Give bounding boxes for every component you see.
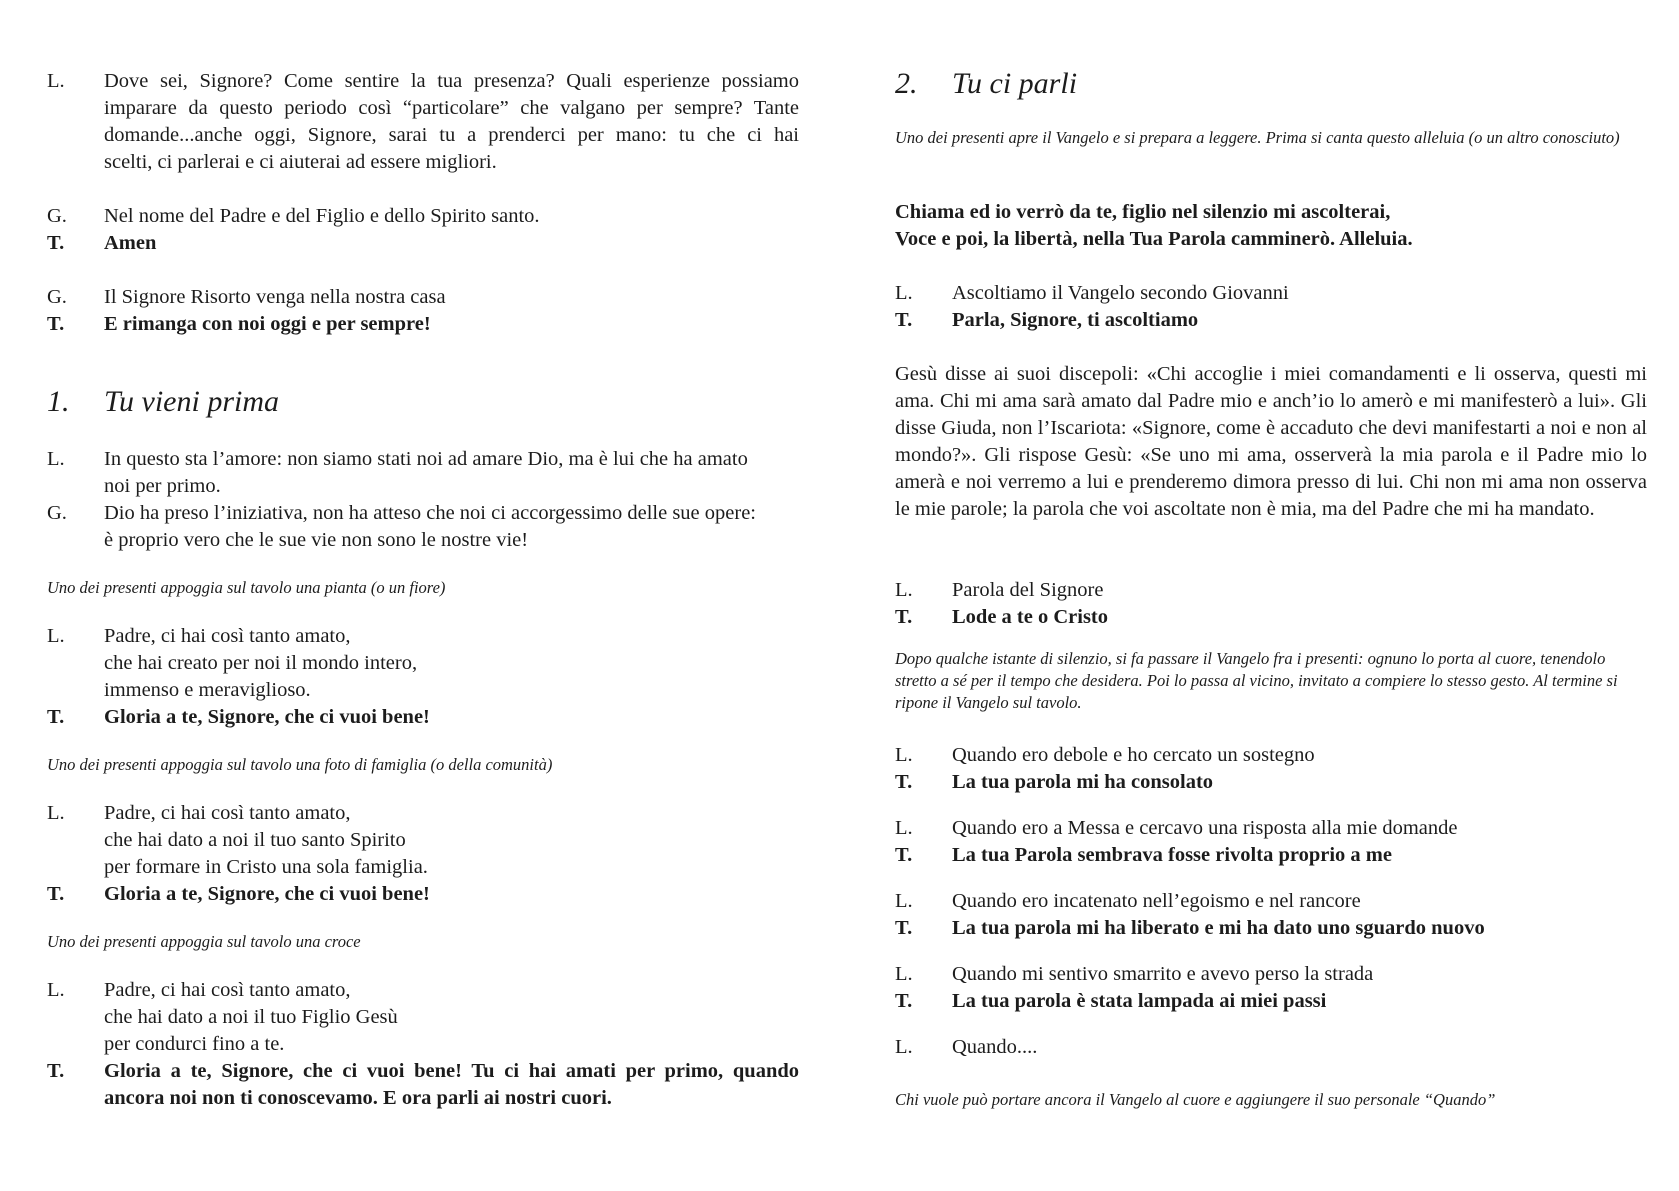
section-2-heading: 2. Tu ci parli [895,67,1078,100]
gospel-close: L. Parola del Signore [895,579,1104,601]
initiative-line-2: è proprio vero che le sue vie non sono le nostre vie! [104,529,529,551]
gospel-text: Gesù disse ai suoi discepoli: «Chi accoglie i miei comandamenti e li osserva, questi mi ama. Chi mi ama sarà amato dal Padre mio e anch’io lo amerò e mi manifesterò a lui». Gli disse Giuda, non l’Iscariota: «Signore, come è accaduto che devi manifestarti a noi e non al mondo?». Gli rispose Gesù: «Se uno mi ama, osserverà la mia parola e il Padre mio lo amerà e noi verremo a lui e prenderemo dimora presso di lui. Chi non mi ama non osserva le mie parole; la parola che voi ascoltate non è mia, ma del Padre che mi ha mandato. [895,363,1647,520]
prayer-1-line-3: immenso e meraviglioso. [104,679,311,701]
rubric-open-gospel: Uno dei presenti apre il Vangelo e si prepara a leggere. Prima si canta questo alleluia (o un altro conosciuto) [895,128,1620,147]
prayer-1-response: T. Gloria a te, Signore, che ci vuoi bene! [47,706,430,728]
litany-1-line: L. Quando ero debole e ho cercato un sostegno [895,744,1315,766]
prayer-3-line-2: che hai dato a noi il tuo Figlio Gesù [104,1006,398,1028]
litany-4-response: T. La tua parola è stata lampada ai miei passi [895,990,1327,1012]
prayer-3-line-1: L. Padre, ci hai così tanto amato, [47,979,351,1001]
rubric-photo: Uno dei presenti appoggia sul tavolo una foto di famiglia (o della comunità) [47,755,553,774]
prayer-2-line-1: L. Padre, ci hai così tanto amato, [47,802,351,824]
intro-line-3: domande...anche oggi, Signore, sarai tu a prenderci per mano: tu che ci hai [104,124,799,146]
sign-of-cross-line: G. Nel nome del Padre e del Figlio e dello Spirito santo. [47,205,540,227]
greeting-response: T. E rimanga con noi oggi e per sempre! [47,313,431,335]
intro-line-2: imparare da questo periodo così “particolare” che valgano per sempre? Tante [104,97,799,119]
prayer-1-line-2: che hai creato per noi il mondo intero, [104,652,418,674]
greeting-line: G. Il Signore Risorto venga nella nostra casa [47,286,446,308]
prayer-1-line-1: L. Padre, ci hai così tanto amato, [47,625,351,647]
rubric-closing: Chi vuole può portare ancora il Vangelo al cuore e aggiungere il suo personale “Quando” [895,1090,1496,1109]
litany-4-line: L. Quando mi sentivo smarrito e avevo perso la strada [895,963,1374,985]
litany-3-response: T. La tua parola mi ha liberato e mi ha dato uno sguardo nuovo [895,917,1485,939]
speaker-label: L. [47,70,65,92]
intro-line-4: scelti, ci parlerai e ci aiuterai ad essere migliori. [104,151,497,173]
rubric-pass-gospel: Dopo qualche istante di silenzio, si fa passare il Vangelo fra i presenti: ognuno lo porta al cuore, tenendolo stretto a sé per il tempo che desidera. Poi lo passa al vicino, invitato a compiere lo stesso gesto. Al termine si ripone il Vangelo sul tavolo. [895,649,1618,712]
intro-line-1: L. Dove sei, Signore? Come sentire la tua presenza? Quali esperienze possiamo [47,68,799,95]
love-line-1: L. In questo sta l’amore: non siamo stati noi ad amare Dio, ma è lui che ha amato [47,448,748,470]
gospel-close-response: T. Lode a te o Cristo [895,606,1109,628]
love-line-2: noi per primo. [104,475,221,497]
initiative-line-1: G. Dio ha preso l’iniziativa, non ha atteso che noi ci accorgessimo delle sue opere: [47,502,756,524]
section-1-heading: 1. Tu vieni prima [47,385,280,418]
prayer-2-line-3: per formare in Cristo una sola famiglia. [104,856,428,878]
sign-of-cross-response: T. Amen [47,232,157,254]
prayer-2-response: T. Gloria a te, Signore, che ci vuoi bene! [47,883,430,905]
rubric-plant: Uno dei presenti appoggia sul tavolo una pianta (o un fiore) [47,578,446,597]
rubric-cross: Uno dei presenti appoggia sul tavolo una croce [47,932,361,951]
litany-2-response: T. La tua Parola sembrava fosse rivolta proprio a me [895,844,1392,866]
prayer-3-line-3: per condurci fino a te. [104,1033,285,1055]
prayer-3-response-2: ancora noi non ti conoscevamo. E ora parli ai nostri cuori. [104,1087,612,1109]
alleluia-line-2: Voce e poi, la libertà, nella Tua Parola camminerò. Alleluia. [895,228,1413,250]
gospel-announce: L. Ascoltiamo il Vangelo secondo Giovanni [895,282,1289,304]
litany-3-line: L. Quando ero incatenato nell’egoismo e nel rancore [895,890,1361,912]
litany-final-line: L. Quando.... [895,1036,1038,1058]
alleluia-line-1: Chiama ed io verrò da te, figlio nel silenzio mi ascolterai, [895,201,1391,223]
prayer-2-line-2: che hai dato a noi il tuo santo Spirito [104,829,406,851]
litany-2-line: L. Quando ero a Messa e cercavo una risposta alla mie domande [895,817,1458,839]
litany-1-response: T. La tua parola mi ha consolato [895,771,1214,793]
gospel-announce-response: T. Parla, Signore, ti ascoltiamo [895,309,1199,331]
prayer-3-response-1: T. Gloria a te, Signore, che ci vuoi bene! Tu ci hai amati per primo, quando [47,1060,799,1082]
